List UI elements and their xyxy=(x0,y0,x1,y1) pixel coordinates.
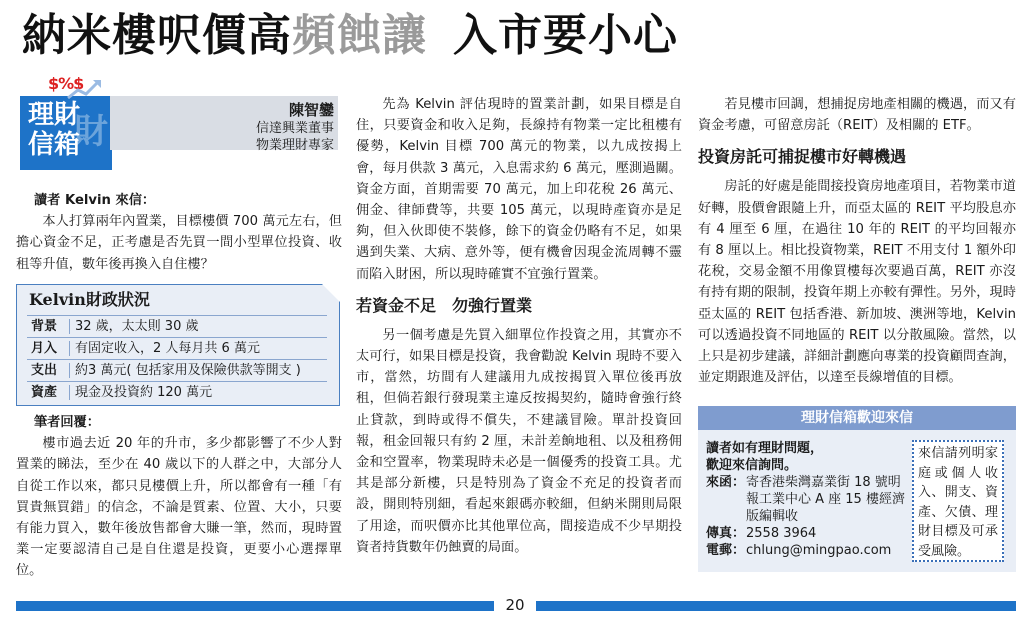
welcome-intro-1: 讀者如有理財問題， xyxy=(706,441,824,456)
finance-row xyxy=(27,337,327,359)
finance-row xyxy=(27,315,327,337)
column-logo xyxy=(14,72,118,172)
logo-text xyxy=(28,100,80,160)
finance-row-key: 支出 xyxy=(31,363,58,378)
finance-row xyxy=(27,359,327,381)
headline-part3: 入市要小心 xyxy=(453,10,678,61)
email-value[interactable]: chlung@mingpao.com xyxy=(746,543,892,558)
welcome-box-header: 理財信箱歡迎來信 xyxy=(698,406,1016,430)
finance-row-key: 背景 xyxy=(31,319,58,334)
author-title-1: 信達興業董事 xyxy=(255,121,334,136)
author-byline xyxy=(224,100,334,154)
logo-line2: 信箱 xyxy=(28,130,81,160)
finance-status-box xyxy=(16,284,340,406)
finance-row-value: 32 歲，太太則 30 歲 xyxy=(75,319,199,334)
col3-paragraph-1: 若見樓市回調，想捕捉房地產相關的機遇，而又有資金考慮，可留意房託（REIT）及相關的 ETF。 xyxy=(698,97,1016,134)
reader-letter: 本人打算兩年內置業，目標樓價 700 萬元左右，但擔心資金不足，正考慮是否先買一間小型單位投資、收租等升值，數年後再換入自住樓？ xyxy=(16,214,342,272)
finance-row xyxy=(27,381,327,403)
welcome-contact-info xyxy=(706,440,906,559)
rising-arrow-icon xyxy=(66,78,102,100)
finance-box-title: Kelvin財政狀況 xyxy=(29,290,150,309)
address-label: 來函： xyxy=(706,475,746,490)
fax-value: 2558 3964 xyxy=(746,526,817,541)
money-icon: $%$ xyxy=(48,74,84,93)
column-2 xyxy=(356,94,682,558)
fax-label: 傳真： xyxy=(706,526,746,541)
footer-bar-right xyxy=(536,601,1016,611)
email-label: 電郵： xyxy=(706,543,746,558)
column-1-reply xyxy=(16,412,342,582)
page-number: 20 xyxy=(505,596,525,614)
column-3 xyxy=(698,94,1016,388)
col2-paragraph-1: 先為 Kelvin 評估現時的置業計劃，如果目標是自住，只要資金和收入足夠，長線持有物業一定比租樓有優勢，Kelvin 目標 700 萬元的物業，以九成按揭上會，每月供款 3 萬元，入息需求約 6 萬元，壓測過關。資金方面，首期需要 70 萬元，加上印花稅 26 萬元、佣金、律師費等，共要 105 萬元，以現時產資亦是足夠，但入伙即使不裝修，餘下的資金仍略有不足，如果遇到失業、大病、意外等，便有機會因現金流周轉不靈而陷入財困，所以現時確實不宜強行置業。 xyxy=(356,97,682,282)
col2-subheading: 若資金不足 勿強行置業 xyxy=(356,295,533,315)
finance-row-value: 有固定收入，2 人每月共 6 萬元 xyxy=(75,341,260,356)
letter-requirements-note: 來信請列明家庭或個人收入、開支、資產、欠債、理財目標及可承受風險。 xyxy=(912,440,1004,562)
headline-part1: 納米樓呎價高 xyxy=(22,10,292,61)
logo-box xyxy=(20,96,112,170)
reply-text: 樓市過去近 20 年的升市，多少都影響了不少人對置業的睇法，至少在 40 歲以下的人群之中，大部分人自從工作以來，都只見樓價上升，所以都會有一種「有買貴無買錯」的信念，不論是質素、位置、大小，只要有能力買入，數年後放售都會大賺一筆，然而，現時置業一定要認清自己是自住還是投資，更要小心選擇單位。 xyxy=(16,436,342,579)
reply-label: 筆者回覆： xyxy=(34,415,100,430)
col3-paragraph-2: 房託的好處是能間接投資房地產項目，若物業市道好轉，股價會跟隨上升，而亞太區的 REIT 平均股息亦有 4 厘至 6 厘，在過往 10 年的 REIT 的平均回報亦有 8 厘以上。相比投資物業，REIT 不用支付 1 額外印花稅，交易金額不用像買樓每次要過百萬，REIT 亦沒有持有期的限制，投資年期上亦較有彈性。另外，現時亞太區的 REIT 包括香港、新加坡、澳洲等地，Kelvin 可以透過投資不同地區的 REIT 以分散風險。當然，以上只是初步建議，詳細計劃應向專業的投資顧問查詢，並定期跟進及評估，以達至長線增值的目標。 xyxy=(698,179,1016,386)
folded-corner xyxy=(322,284,340,302)
author-title-2: 物業理財專家 xyxy=(255,138,334,153)
logo-line1: 理財 xyxy=(28,100,81,130)
finance-row-value: 約3 萬元( 包括家用及保險供款等開支 ) xyxy=(75,363,301,378)
logo-ghost-char: 財 xyxy=(74,112,108,152)
headline xyxy=(22,8,1012,64)
address-row xyxy=(706,474,906,525)
col2-paragraph-2: 另一個考慮是先買入細單位作投資之用，其實亦不太可行，如果目標是投資，我會勸說 Kelvin 現時不要入市，當然，坊間有人建議用九成按揭買入單位後再放租，但倘若銀行發現業主違反按揭契約，隨時會強行終止貸款，到時或得不償失，不建議冒險。單計投資回報，租金回報只有約 2 厘，未計差餉地租、以及租務佣金和空置率，物業現時未必是一個優秀的投資工具。尤其是部分新樓，只是特別為了資金不充足的投資者而設，開則特別細，看起來銀碼亦較細，但納米開則局限了用途，而呎價亦比其他單位高，間接造成不少早期投資者持貨數年仍蝕賣的局面。 xyxy=(356,327,682,555)
email-row xyxy=(706,542,906,559)
finance-row-key: 月入 xyxy=(31,341,58,356)
headline-part2: 頻蝕讓 xyxy=(292,10,427,61)
address-text: 寄香港柴灣嘉業街 18 號明報工業中心 A 座 15 樓經濟版編輯收 xyxy=(746,475,905,524)
footer-bar-left xyxy=(16,601,494,611)
welcome-box xyxy=(698,430,1016,572)
author-name: 陳智鑾 xyxy=(288,101,334,119)
col3-subheading: 投資房託可捕捉樓市好轉機遇 xyxy=(698,147,907,167)
finance-row-key: 資產 xyxy=(31,385,58,400)
finance-row-value: 現金及投資約 120 萬元 xyxy=(75,385,213,400)
reader-label: 讀者 Kelvin 來信： xyxy=(34,193,156,208)
welcome-intro-2: 歡迎來信詢問。 xyxy=(706,458,798,473)
fax-row xyxy=(706,525,906,542)
column-1 xyxy=(16,190,342,275)
